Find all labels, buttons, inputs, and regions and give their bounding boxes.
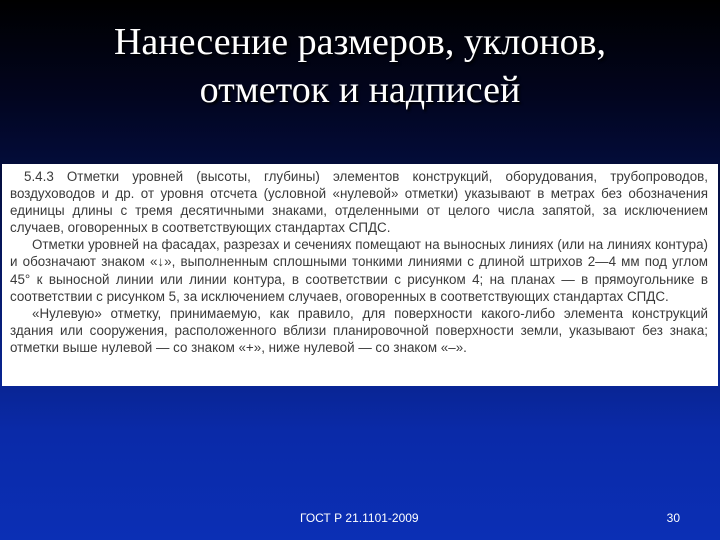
paragraph-1: 5.4.3 Отметки уровней (высоты, глубины) элементов конструкций, оборудования, трубопроводов, воздуховодов и др. от уровня отсчета (условной «нулевой» отметки) указывают в метрах без обозначения единицы длины с тремя десятичными знаками, отделенными от целого числа запятой, за исключением случаев, оговоренных в соответствующих стандартах СПДС.: [10, 169, 708, 236]
slide-number: 30: [666, 511, 680, 525]
title-line-2: отметок и надписей: [199, 69, 521, 111]
paragraph-3: «Нулевую» отметку, принимаемую, как правило, для поверхности какого-либо элемента конструкций здания или сооружения, расположенного вблизи планировочной поверхности земли, указывают без знака; отметки выше нулевой — со знаком «+», ниже нулевой — со знаком «–».: [10, 305, 708, 355]
slide-title: [40, 18, 680, 114]
footer-source: ГОСТ Р 21.1101-2009: [300, 511, 419, 525]
title-line-1: Нанесение размеров, уклонов,: [113, 21, 607, 63]
standard-excerpt-box: [2, 164, 718, 386]
paragraph-2: Отметки уровней на фасадах, разрезах и сечениях помещают на выносных линиях (или на линиях контура) и обозначают знаком «↓», выполненным сплошными тонкими линиями с длиной штрихов 2—4 мм под углом 45° к выносной линии или линии контура, в соответствии с рисунком 4; на планах — в прямоугольнике в соответствии с рисунком 5, за исключением случаев, оговоренных в соответствующих стандартах СПДС.: [10, 237, 708, 304]
